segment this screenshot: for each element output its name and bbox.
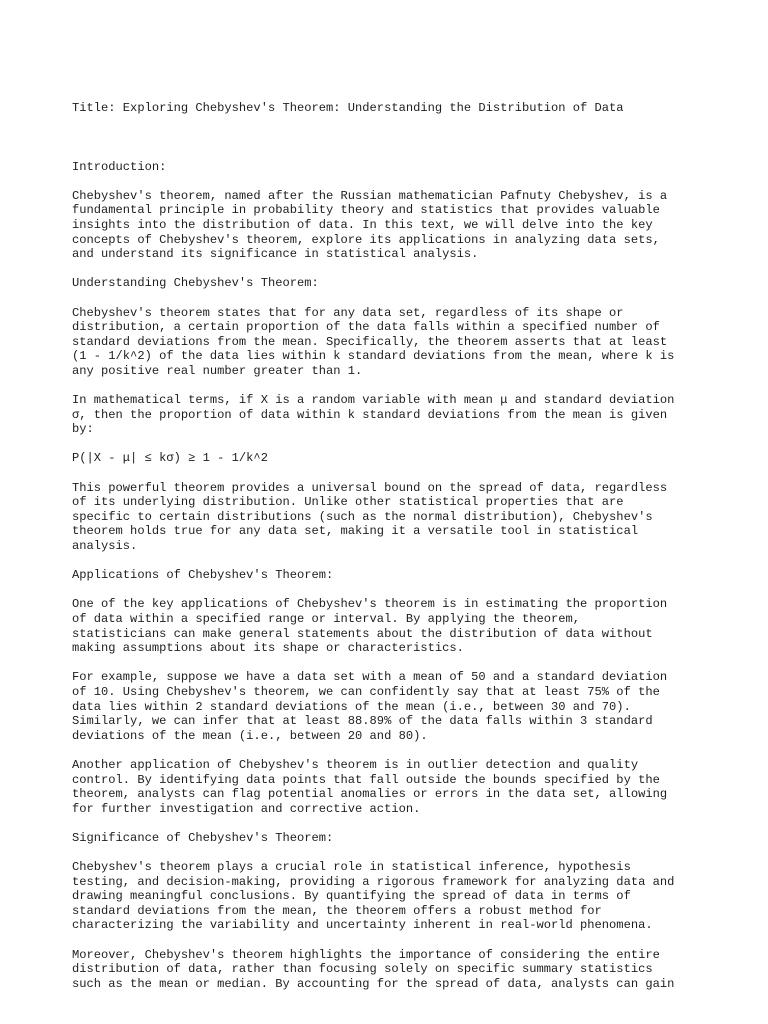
text-line: For example, suppose we have a data set with a mean of 50 and a standard deviation <box>72 670 668 685</box>
text-line: Significance of Chebyshev's Theorem: <box>72 830 334 845</box>
text-line: of its underlying distribution. Unlike other statistical properties that are <box>72 495 624 510</box>
paragraph <box>72 451 712 466</box>
paragraph <box>72 306 712 379</box>
text-line: of data within a specified range or interval. By applying the theorem, <box>72 611 581 626</box>
text-line: Chebyshev's theorem, named after the Russian mathematician Pafnuty Chebyshev, is a <box>72 188 668 203</box>
text-line: One of the key applications of Chebyshev's theorem is in estimating the proportion <box>72 597 668 612</box>
text-line: theorem holds true for any data set, making it a versatile tool in statistical <box>72 524 639 539</box>
text-line: characterizing the variability and uncertainty inherent in real-world phenomena. <box>72 918 653 933</box>
text-line: control. By identifying data points that fall outside the bounds specified by the <box>72 772 660 787</box>
text-line: standard deviations from the mean. Specifically, the theorem asserts that at least <box>72 334 668 349</box>
text-line: In mathematical terms, if X is a random variable with mean μ and standard deviation <box>72 393 675 408</box>
text-line: concepts of Chebyshev's theorem, explore its applications in analyzing data sets, <box>72 232 660 247</box>
section-heading <box>72 831 712 846</box>
text-line: insights into the distribution of data. In this text, we will delve into the key <box>72 217 653 232</box>
text-line: σ, then the proportion of data within k standard deviations from the mean is given <box>72 407 668 422</box>
paragraph <box>72 597 712 655</box>
paragraph <box>72 393 712 437</box>
document-body <box>72 160 712 992</box>
paragraph <box>72 481 712 554</box>
text-line: Chebyshev's theorem states that for any data set, regardless of its shape or <box>72 305 624 320</box>
text-line: for further investigation and corrective action. <box>72 801 421 816</box>
text-line: of 10. Using Chebyshev's theorem, we can confidently say that at least 75% of the <box>72 684 660 699</box>
title-line: Title: Exploring Chebyshev's Theorem: Understanding the Distribution of Data <box>72 101 624 116</box>
text-line: Introduction: <box>72 159 167 174</box>
paragraph <box>72 670 712 743</box>
text-line: standard deviations from the mean, the theorem offers a robust method for <box>72 903 602 918</box>
text-line: theorem, analysts can flag potential anomalies or errors in the data set, allowing <box>72 787 668 802</box>
text-line: analysis. <box>72 539 138 553</box>
text-line: by: <box>72 422 94 437</box>
text-line: any positive real number greater than 1. <box>72 363 363 378</box>
text-line: such as the mean or median. By accounting for the spread of data, analysts can gain <box>72 976 675 991</box>
paragraph <box>72 189 712 262</box>
text-line: testing, and decision-making, providing a rigorous framework for analyzing data and <box>72 874 675 889</box>
text-line: P(|X - μ| ≤ kσ) ≥ 1 - 1/k^2 <box>72 451 268 466</box>
text-line: distribution of data, rather than focusing solely on specific summary statistics <box>72 962 653 977</box>
document-page <box>72 72 712 1006</box>
text-line: Applications of Chebyshev's Theorem: <box>72 568 334 583</box>
paragraph <box>72 860 712 933</box>
text-line: making assumptions about its shape or characteristics. <box>72 641 464 656</box>
text-line: data lies within 2 standard deviations of the mean (i.e., between 30 and 70). <box>72 699 631 714</box>
text-line: distribution, a certain proportion of the data falls within a specified number of <box>72 320 660 335</box>
text-line: Understanding Chebyshev's Theorem: <box>72 276 319 291</box>
text-line: (1 - 1/k^2) of the data lies within k standard deviations from the mean, where k is <box>72 349 675 364</box>
text-line: Another application of Chebyshev's theorem is in outlier detection and quality <box>72 757 639 772</box>
section-heading <box>72 160 712 175</box>
text-line: Chebyshev's theorem plays a crucial role in statistical inference, hypothesis <box>72 860 631 875</box>
text-line: statisticians can make general statements about the distribution of data without <box>72 626 653 641</box>
document-title <box>72 72 712 145</box>
paragraph <box>72 758 712 816</box>
section-heading <box>72 276 712 291</box>
text-line: Similarly, we can infer that at least 88.89% of the data falls within 3 standard <box>72 714 653 729</box>
text-line: This powerful theorem provides a universal bound on the spread of data, regardless <box>72 480 668 495</box>
text-line: drawing meaningful conclusions. By quantifying the spread of data in terms of <box>72 889 631 904</box>
section-heading <box>72 568 712 583</box>
paragraph <box>72 948 712 992</box>
text-line: Moreover, Chebyshev's theorem highlights the importance of considering the entire <box>72 947 660 962</box>
text-line: fundamental principle in probability theory and statistics that provides valuable <box>72 203 660 218</box>
text-line: and understand its significance in statistical analysis. <box>72 247 479 262</box>
text-line: deviations of the mean (i.e., between 20 and 80). <box>72 728 428 743</box>
text-line: specific to certain distributions (such as the normal distribution), Chebyshev's <box>72 509 653 524</box>
